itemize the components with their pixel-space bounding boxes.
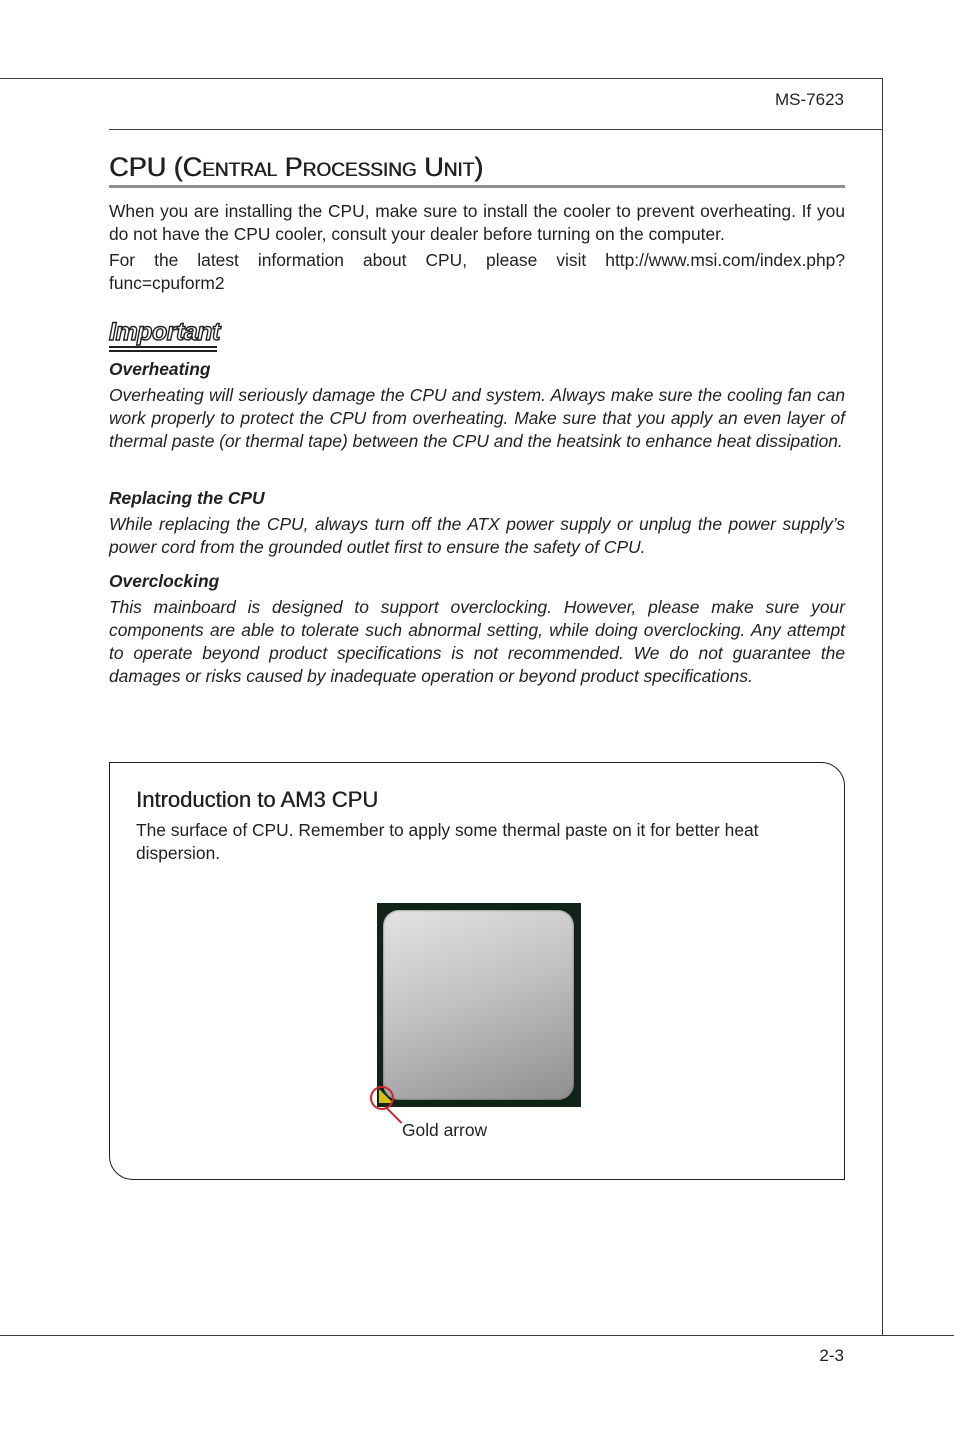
intro-paragraph-2: For the latest information about CPU, please visit http://www.msi.com/index.php?func=cpuform2	[109, 250, 845, 293]
bottom-border-line	[0, 1335, 954, 1336]
title-suffix: )	[474, 152, 484, 182]
callout-circle	[370, 1086, 394, 1110]
note-text-overheating: Overheating will seriously damage the CPU and system. Always make sure the cooling fan can work properly to protect the CPU from overheating. Make sure that you apply an even layer of thermal paste (or thermal tape) between the CPU and the heatsink to enhance heat dissipation.	[109, 385, 845, 451]
intro-paragraph-1: When you are installing the CPU, make sure to install the cooler to prevent overheating. If you do not have the CPU cooler, consult your dealer before turning on the computer.	[109, 201, 845, 244]
model-number: MS-7623	[775, 90, 844, 109]
note-text-overclocking: This mainboard is designed to support overclocking. However, please make sure your components are able to tolerate such abnormal setting, while doing overclocking. Any attempt to operate beyond product specifications is not recommended. We do not guarantee the damages or risks caused by inadequate operation or beyond product specifications.	[109, 597, 845, 686]
note-heading-overclocking: Overclocking	[109, 571, 220, 591]
title-prefix: CPU (	[109, 152, 183, 182]
note-text-replacing: While replacing the CPU, always turn off the ATX power supply or unplug the power supply’s power cord from the grounded outlet first to ensure the safety of CPU.	[109, 514, 845, 557]
cpu-image	[377, 903, 581, 1107]
important-label: Important	[109, 318, 220, 346]
note-heading-replacing: Replacing the CPU	[109, 488, 265, 508]
cpu-heat-spreader	[383, 910, 574, 1100]
right-border-line	[882, 78, 883, 1335]
top-border-line	[0, 78, 883, 79]
header-divider	[109, 129, 883, 130]
important-underline-1	[109, 346, 217, 348]
note-heading-overheating: Overheating	[109, 359, 211, 379]
section-title	[109, 150, 845, 188]
intro-text: The surface of CPU. Remember to apply some thermal paste on it for better heat dispersion.	[136, 820, 759, 863]
gold-arrow-label: Gold arrow	[402, 1120, 488, 1140]
important-underline-2	[109, 350, 217, 352]
intro-title: Introduction to AM3 CPU	[136, 787, 379, 812]
page-number: 2-3	[819, 1346, 844, 1365]
title-smallcaps: Central Processing Unit	[182, 152, 475, 182]
